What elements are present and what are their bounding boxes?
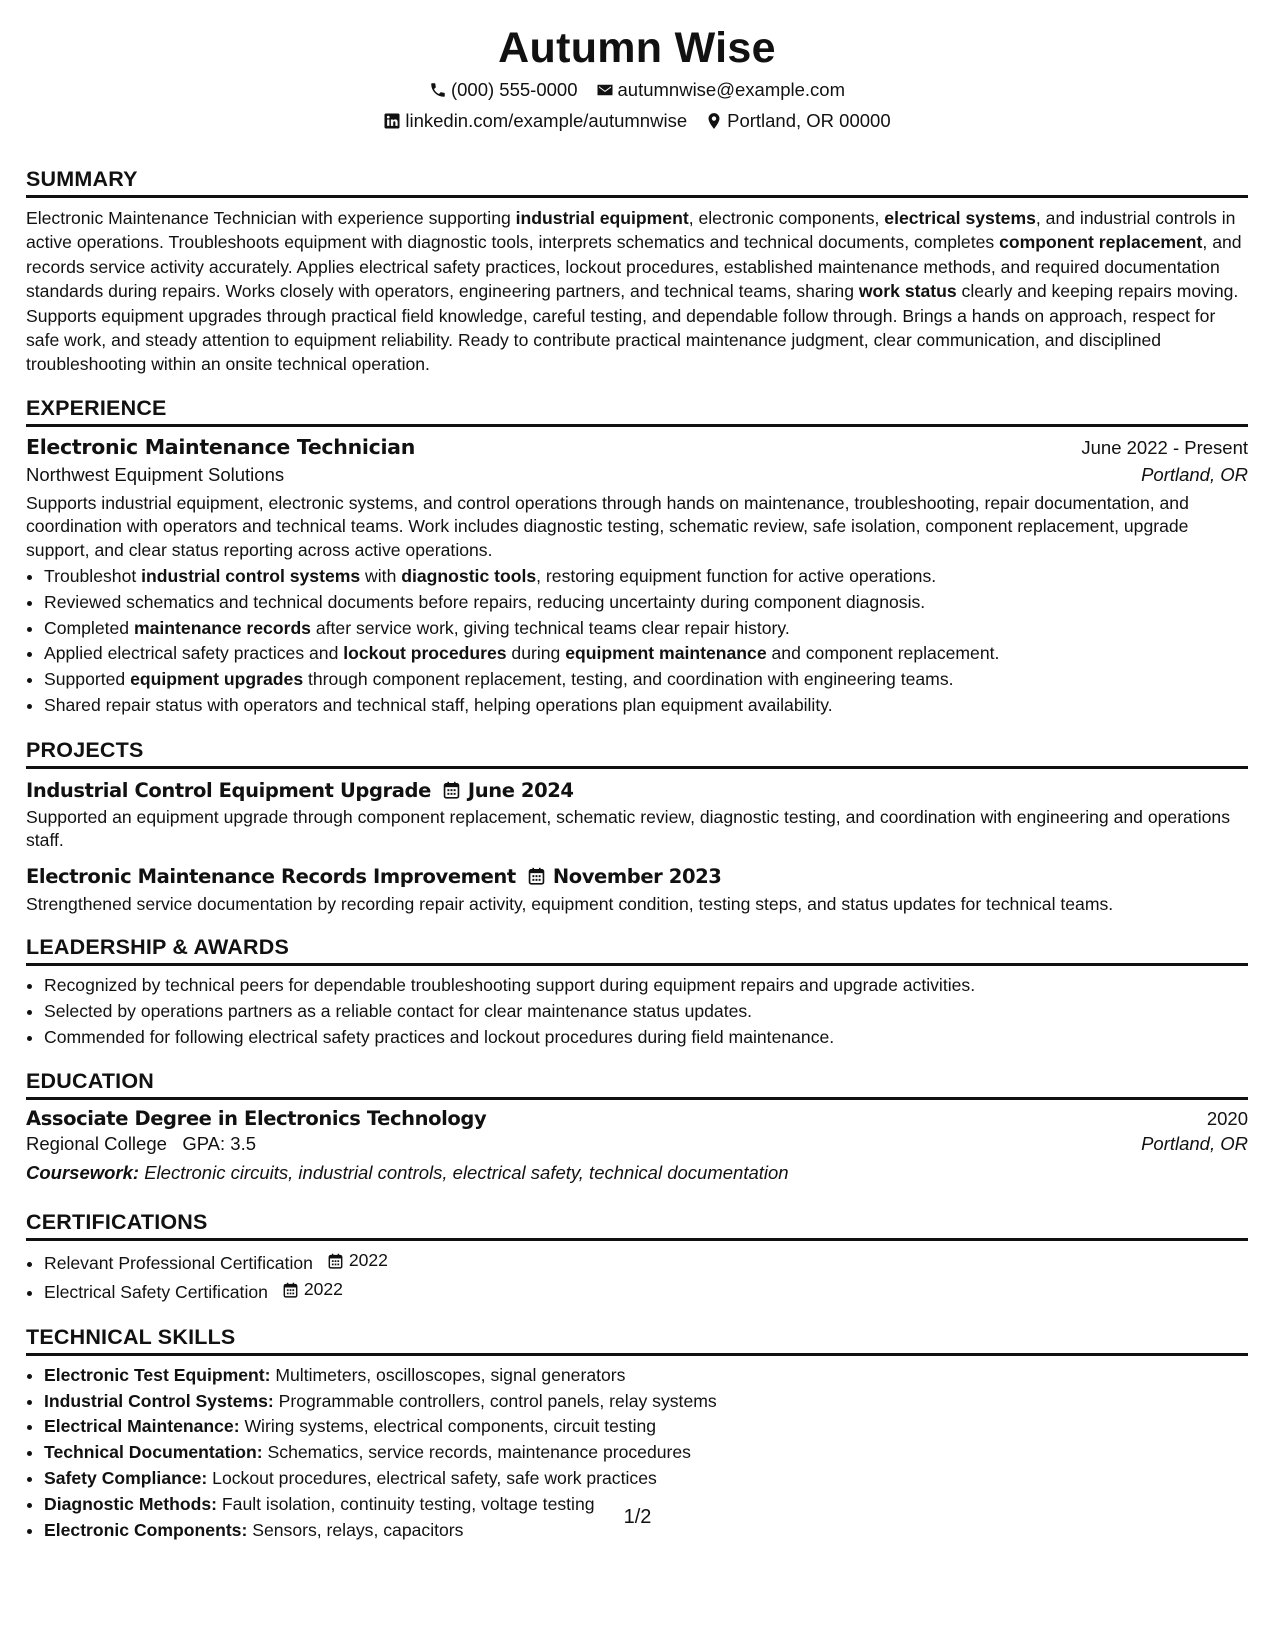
contact-phone[interactable] bbox=[429, 79, 578, 101]
calendar-icon bbox=[283, 1282, 298, 1298]
skill-label: Electronic Test Equipment: bbox=[44, 1364, 271, 1385]
skill-value: Fault isolation, continuity testing, voltage testing bbox=[221, 1493, 595, 1514]
list-item: • Selected by operations partners as a reliable contact for clear maintenance status updates. bbox=[44, 999, 1248, 1025]
certification-date bbox=[283, 1277, 343, 1303]
candidate-name: Autumn Wise bbox=[498, 24, 776, 72]
job-subheader bbox=[26, 461, 1248, 489]
section-title-skills: TECHNICAL SKILLS bbox=[26, 1324, 1248, 1356]
text-run: , electronic components, bbox=[688, 208, 885, 228]
text-run: clearly and keeping repairs moving. Supports equipment upgrades through practical field knowledge, careful testing, and dependable follow through. Brings a hands on approach, respect for safe work, and steady attention to equipment reliability. Ready to contribute practical maintenance judgment, clear communication, and disciplined troubleshooting within an onsite technical operation. bbox=[26, 281, 1239, 375]
contact-email[interactable] bbox=[596, 79, 846, 101]
text-run: after service work, giving technical teams clear repair history. bbox=[310, 617, 790, 638]
job-bullets bbox=[26, 564, 1248, 719]
map-pin-icon bbox=[705, 112, 723, 130]
text-run: Reviewed schematics and technical documents before repairs, reducing uncertainty during component diagnosis. bbox=[44, 591, 926, 612]
calendar-icon bbox=[443, 781, 460, 799]
text-run: with bbox=[360, 566, 402, 587]
section-title-leadership: LEADERSHIP & AWARDS bbox=[26, 934, 1248, 966]
skill-label: Electronic Components: bbox=[44, 1519, 248, 1540]
bold-text: equipment maintenance bbox=[565, 643, 767, 664]
skill-label: Electrical Maintenance: bbox=[44, 1416, 240, 1437]
certification-date bbox=[328, 1248, 388, 1274]
education-section bbox=[26, 1068, 1248, 1187]
skill-label: Diagnostic Methods: bbox=[44, 1493, 218, 1514]
certification-year: 2022 bbox=[348, 1250, 388, 1271]
coursework-label: Coursework: bbox=[26, 1162, 140, 1184]
resume-page bbox=[26, 22, 1248, 1543]
bold-text: lockout procedures bbox=[343, 643, 507, 664]
project-date-text: June 2024 bbox=[467, 778, 574, 802]
text-run: Completed bbox=[44, 617, 134, 638]
list-item bbox=[44, 1248, 1248, 1277]
contact-row-1 bbox=[26, 79, 1248, 101]
job-location: Portland, OR bbox=[1141, 463, 1248, 485]
skill-item bbox=[44, 1466, 1248, 1492]
experience-section bbox=[26, 395, 1248, 719]
skill-label: Industrial Control Systems: bbox=[44, 1390, 274, 1411]
bold-text: maintenance records bbox=[133, 617, 311, 638]
list-item bbox=[44, 564, 1248, 590]
phone-icon bbox=[429, 81, 447, 99]
bold-text: industrial equipment bbox=[515, 208, 689, 228]
list-item bbox=[44, 1277, 1248, 1306]
list-item bbox=[44, 616, 1248, 642]
bold-text: diagnostic tools bbox=[401, 566, 537, 587]
education-header bbox=[26, 1107, 1248, 1130]
skill-value: Wiring systems, electrical components, circuit testing bbox=[244, 1416, 657, 1437]
skill-item bbox=[44, 1414, 1248, 1440]
bold-text: industrial control systems bbox=[141, 566, 361, 587]
skill-label: Technical Documentation: bbox=[44, 1442, 263, 1463]
leadership-list bbox=[26, 973, 1248, 1050]
skill-value: Sensors, relays, capacitors bbox=[252, 1519, 464, 1540]
email-text: autumnwise@example.com bbox=[617, 79, 846, 100]
contact-location bbox=[705, 110, 891, 132]
education-subheader bbox=[26, 1130, 1248, 1158]
text-run: and component replacement. bbox=[766, 643, 1000, 664]
list-item bbox=[44, 590, 1248, 616]
text-run: Shared repair status with operators and technical staff, helping operations plan equipment availability. bbox=[44, 695, 833, 716]
list-item bbox=[44, 667, 1248, 693]
project-date bbox=[443, 779, 574, 802]
project-header bbox=[26, 779, 1248, 802]
skill-item bbox=[44, 1389, 1248, 1415]
project-description: Strengthened service documentation by recording repair activity, equipment condition, testing steps, and status updates for technical teams. bbox=[26, 893, 1114, 914]
section-title-education: EDUCATION bbox=[26, 1068, 1248, 1100]
bold-text: electrical systems bbox=[884, 208, 1036, 228]
text-run: during bbox=[506, 643, 566, 664]
bold-text: component replacement bbox=[999, 232, 1203, 253]
school-name: Regional College bbox=[26, 1133, 167, 1155]
skill-item bbox=[44, 1363, 1248, 1389]
coursework bbox=[26, 1159, 1248, 1187]
contact-row-2 bbox=[26, 110, 1248, 132]
bold-text: equipment upgrades bbox=[130, 669, 304, 690]
linkedin-icon bbox=[383, 112, 401, 130]
project-description: Supported an equipment upgrade through component replacement, schematic review, diagnostic testing, and coordination with engineering and operations staff. bbox=[26, 806, 1230, 851]
summary-section bbox=[26, 166, 1248, 377]
school-location: Portland, OR bbox=[1141, 1133, 1248, 1155]
project-name: Industrial Control Equipment Upgrade bbox=[26, 778, 431, 802]
company-name: Northwest Equipment Solutions bbox=[26, 463, 285, 485]
skill-value: Programmable controllers, control panels, relay systems bbox=[278, 1390, 717, 1411]
job-dates: June 2022 - Present bbox=[1081, 436, 1248, 458]
text-run: Electronic Maintenance Technician with experience supporting bbox=[26, 208, 516, 228]
certifications-section bbox=[26, 1209, 1248, 1305]
contact-linkedin[interactable] bbox=[383, 110, 687, 132]
gpa: GPA: 3.5 bbox=[182, 1133, 257, 1155]
text-run: , and records service activity accurately. Applies electrical safety practices, lockout procedures, established maintenance methods, and required documentation standards during repairs. Works closely with operators, engineering partners, and technical teams, sharing bbox=[26, 232, 1242, 302]
coursework-text: Electronic circuits, industrial controls, electrical safety, technical documentation bbox=[144, 1162, 789, 1184]
calendar-icon bbox=[528, 867, 545, 885]
text-run: , and industrial controls in active operations. Troubleshoots equipment with diagnostic tools, interprets schematics and technical documents, completes bbox=[26, 208, 1236, 253]
summary-text bbox=[26, 206, 1248, 377]
linkedin-text: linkedin.com/example/autumnwise bbox=[405, 110, 688, 131]
skill-value: Lockout procedures, electrical safety, safe work practices bbox=[212, 1468, 657, 1489]
text-run: through component replacement, testing, and coordination with engineering teams. bbox=[303, 669, 954, 690]
list-item: • Commended for following electrical safety practices and lockout procedures during field maintenance. bbox=[44, 1025, 1248, 1051]
project-date-text: November 2023 bbox=[552, 864, 722, 888]
text-run: Troubleshot bbox=[44, 566, 142, 587]
skill-value: Multimeters, oscilloscopes, signal generators bbox=[275, 1364, 626, 1385]
section-title-certifications: CERTIFICATIONS bbox=[26, 1209, 1248, 1241]
school-info bbox=[26, 1130, 256, 1158]
graduation-year: 2020 bbox=[1206, 1108, 1248, 1130]
certification-name: Electrical Safety Certification bbox=[44, 1282, 268, 1303]
list-item bbox=[44, 641, 1248, 667]
section-title-summary: SUMMARY bbox=[26, 166, 1248, 198]
list-item: • Recognized by technical peers for dependable troubleshooting support during equipment repairs and upgrade activities. bbox=[44, 973, 1248, 999]
text-run: , restoring equipment function for active operations. bbox=[536, 566, 937, 587]
certifications-list bbox=[26, 1248, 1248, 1305]
list-item bbox=[44, 693, 1248, 719]
text-run: Applied electrical safety practices and bbox=[44, 643, 344, 664]
projects-section bbox=[26, 737, 1248, 916]
project-name: Electronic Maintenance Records Improvement bbox=[26, 864, 516, 888]
job-description: Supports industrial equipment, electronic systems, and control operations through hands on maintenance, troubleshooting, repair documentation, and coordination with operators and technical teams. Work includes diagnostic testing, schematic review, safe isolation, component replacement, upgrade support, and clear status reporting across active operations. bbox=[26, 492, 1189, 560]
bold-text: work status bbox=[858, 281, 957, 302]
certification-name: Relevant Professional Certification bbox=[44, 1253, 313, 1274]
skill-item bbox=[44, 1440, 1248, 1466]
section-title-experience: EXPERIENCE bbox=[26, 395, 1248, 427]
job-header bbox=[26, 435, 1248, 459]
phone-text: (000) 555-0000 bbox=[450, 79, 578, 100]
page-number: 1/2 bbox=[623, 1506, 652, 1528]
section-title-projects: PROJECTS bbox=[26, 737, 1248, 769]
envelope-icon bbox=[596, 81, 614, 99]
skill-label: Safety Compliance: bbox=[44, 1468, 208, 1489]
job-title: Electronic Maintenance Technician bbox=[26, 434, 415, 459]
location-text: Portland, OR 00000 bbox=[727, 110, 891, 131]
project-date bbox=[528, 865, 722, 888]
project-header bbox=[26, 865, 1248, 888]
certification-year: 2022 bbox=[303, 1279, 343, 1300]
calendar-icon bbox=[328, 1253, 343, 1269]
degree-name: Associate Degree in Electronics Technology bbox=[26, 1107, 487, 1131]
text-run: Supported bbox=[44, 669, 131, 690]
leadership-section bbox=[26, 934, 1248, 1050]
skill-value: Schematics, service records, maintenance procedures bbox=[267, 1442, 691, 1463]
